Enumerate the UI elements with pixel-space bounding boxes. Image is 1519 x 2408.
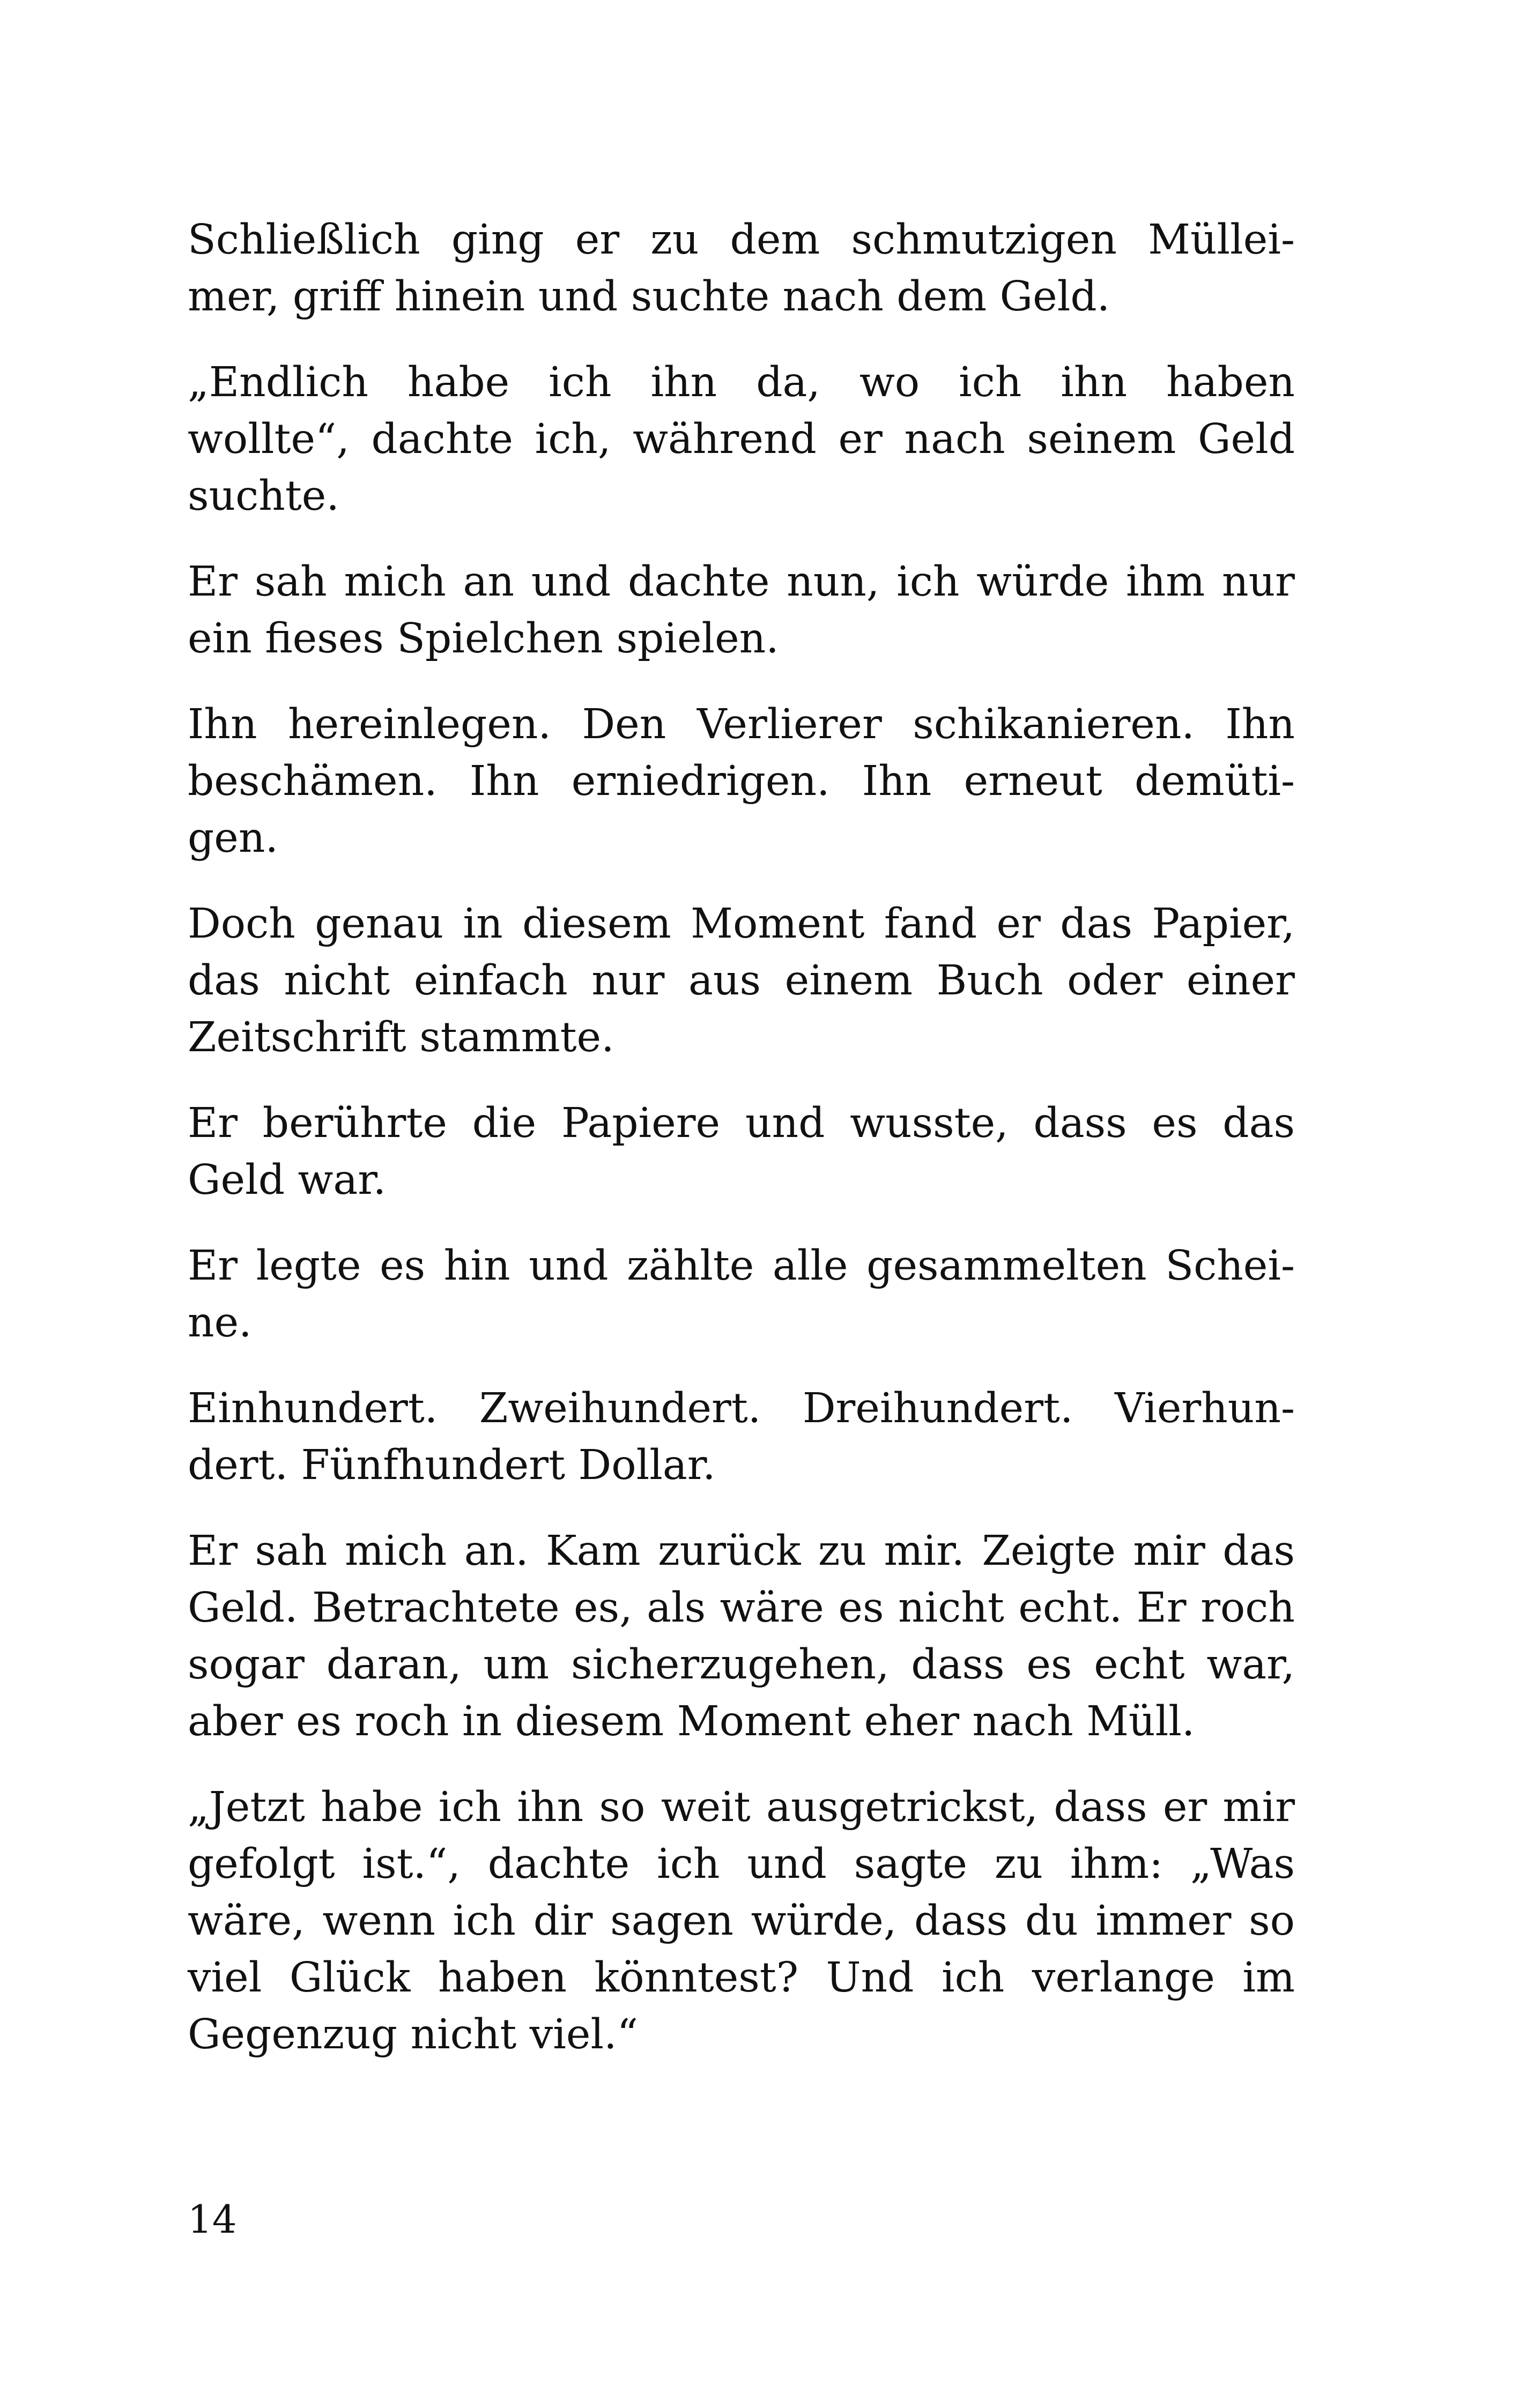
text-line: „Endlich habe ich ihn da, wo ich ihn haben: [188, 359, 1295, 406]
page-number: 14: [188, 2197, 237, 2242]
text-line: Er sah mich an. Kam zurück zu mir. Zeigte mir das: [188, 1527, 1295, 1575]
text-line: Doch genau in diesem Moment fand er das Papier,: [188, 900, 1295, 948]
paragraph: [188, 1523, 1295, 1750]
text-line: dert. Fünfhundert Dollar.: [188, 1441, 716, 1489]
text-line: ein fieses Spielchen spielen.: [188, 615, 779, 663]
text-line: Schließlich ging er zu dem schmutzigen Müllei-: [188, 216, 1295, 264]
paragraph: [188, 896, 1295, 1066]
paragraph: [188, 1380, 1295, 1494]
text-line: viel Glück haben könntest? Und ich verlange im: [188, 1954, 1295, 2002]
text-line: Zeitschrift stammte.: [188, 1014, 614, 1061]
paragraph: [188, 554, 1295, 667]
text-line: gefolgt ist.“, dachte ich und sagte zu ihm: „Was: [188, 1840, 1295, 1888]
text-line: Einhundert. Zweihundert. Dreihundert. Vierhun-: [188, 1385, 1295, 1432]
text-line: das nicht einfach nur aus einem Buch oder einer: [188, 957, 1295, 1005]
paragraph: [188, 1095, 1295, 1209]
paragraph: [188, 212, 1295, 325]
text-line: beschämen. Ihn erniedrigen. Ihn erneut demüti-: [188, 757, 1295, 805]
text-line: aber es roch in diesem Moment eher nach Müll.: [188, 1698, 1195, 1745]
text-line: mer, griff hinein und suchte nach dem Geld.: [188, 273, 1110, 321]
text-line: Geld war.: [188, 1156, 387, 1204]
text-line: wäre, wenn ich dir sagen würde, dass du immer so: [188, 1897, 1295, 1945]
text-line: ne.: [188, 1299, 252, 1347]
text-line: Geld. Betrachtete es, als wäre es nicht echt. Er roch: [188, 1584, 1295, 1632]
text-line: Gegenzug nicht viel.“: [188, 2011, 638, 2058]
text-line: Er sah mich an und dachte nun, ich würde ihm nur: [188, 558, 1295, 606]
paragraph: [188, 1238, 1295, 1351]
text-line: wollte“, dachte ich, während er nach seinem Geld: [188, 415, 1295, 463]
text-line: Ihn hereinlegen. Den Verlierer schikanieren. Ihn: [188, 701, 1295, 748]
body-text: [188, 212, 1295, 2092]
text-line: „Jetzt habe ich ihn so weit ausgetrickst, dass er mir: [188, 1783, 1295, 1831]
text-line: gen.: [188, 814, 278, 862]
text-line: Er berührte die Papiere und wusste, dass es das: [188, 1099, 1295, 1147]
paragraph: [188, 354, 1295, 525]
text-line: suchte.: [188, 472, 339, 520]
text-line: Er legte es hin und zählte alle gesammelten Schei-: [188, 1242, 1295, 1290]
paragraph: [188, 696, 1295, 867]
text-line: sogar daran, um sicherzugehen, dass es echt war,: [188, 1641, 1295, 1689]
paragraph: [188, 1779, 1295, 2063]
